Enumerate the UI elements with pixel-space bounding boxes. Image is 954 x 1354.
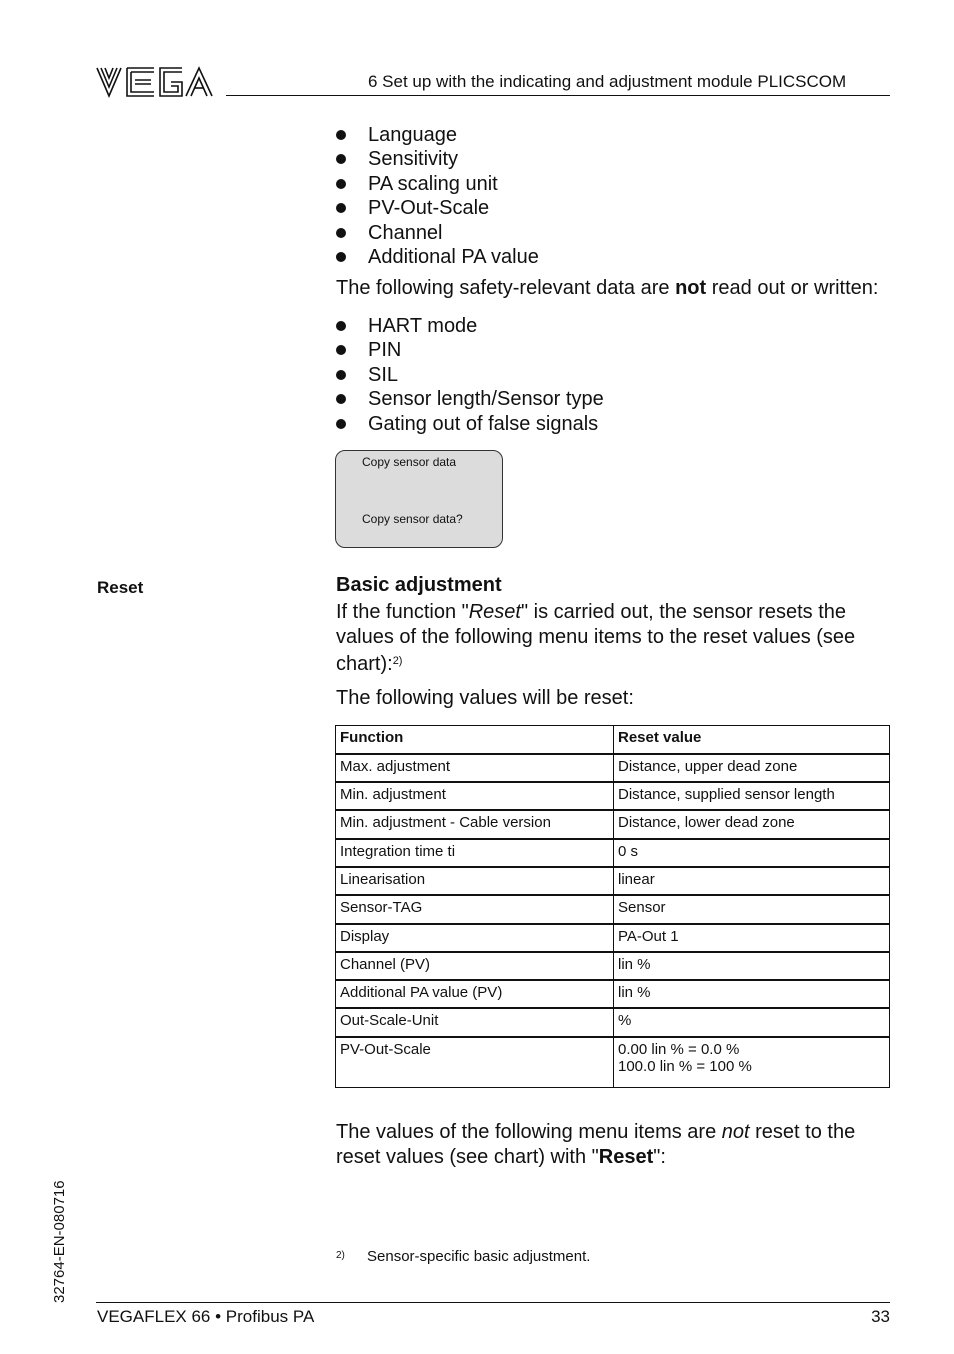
- list-item: PV-Out-Scale: [336, 196, 539, 220]
- table-row: Out-Scale-Unit %: [336, 1008, 890, 1036]
- footer-rule: [96, 1302, 890, 1303]
- not-read-intro: The following safety-relevant data are not read out or written:: [336, 277, 879, 299]
- bullet-icon: [336, 321, 346, 331]
- column-header-reset-value: Reset value: [614, 726, 890, 754]
- reset-paragraph: If the function "Reset" is carried out, the sensor resets the values of the following menu items to the reset values (see chart):$^{2)}$: [336, 601, 856, 675]
- bullet-icon: [336, 228, 346, 238]
- not-reset-paragraph: The values of the following menu items are not reset to the reset values (see chart) with "Reset":: [336, 1121, 856, 1168]
- vega-logo: [96, 66, 214, 98]
- table-row: PV-Out-Scale 0.00 lin % = 0.0 % 100.0 lin % = 100 %: [336, 1037, 890, 1088]
- list-item: Channel: [336, 221, 539, 245]
- table-row: Sensor-TAG Sensor: [336, 895, 890, 923]
- header-rule: [226, 95, 890, 96]
- bullet-icon: [336, 179, 346, 189]
- bullet-icon: [336, 345, 346, 355]
- table-row: Max. adjustment Distance, upper dead zone: [336, 754, 890, 782]
- table-row: Display PA-Out 1: [336, 924, 890, 952]
- table-row: Min. adjustment - Cable version Distance, lower dead zone: [336, 810, 890, 838]
- display-line-2: Copy sensor data?: [362, 512, 463, 526]
- document-code: 32764-EN-080716: [51, 1180, 68, 1303]
- list-item: PIN: [336, 338, 604, 362]
- footer-product: VEGAFLEX 66 • Profibus PA: [97, 1307, 315, 1326]
- bullet-icon: [336, 394, 346, 404]
- table-row: Channel (PV) lin %: [336, 952, 890, 980]
- bullet-icon: [336, 154, 346, 164]
- not-read-settings-list: [336, 314, 604, 436]
- list-item: PA scaling unit: [336, 172, 539, 196]
- list-item: Sensor length/Sensor type: [336, 387, 604, 411]
- page-number: 33: [871, 1307, 890, 1326]
- bullet-icon: [336, 370, 346, 380]
- display-panel: [335, 450, 503, 548]
- bullet-icon: [336, 130, 346, 140]
- footnote-ref: 2): [392, 655, 403, 667]
- table-row: Additional PA value (PV) lin %: [336, 980, 890, 1008]
- list-item: SIL: [336, 363, 604, 387]
- chapter-title: 6 Set up with the indicating and adjustment module PLICSCOM: [368, 72, 847, 91]
- table-row: Min. adjustment Distance, supplied sensor length: [336, 782, 890, 810]
- column-header-function: Function: [336, 726, 614, 754]
- list-item: Additional PA value: [336, 245, 539, 269]
- table-row: Integration time ti 0 s: [336, 839, 890, 867]
- list-item: Language: [336, 123, 539, 147]
- margin-label: Reset: [97, 578, 144, 597]
- footnote-mark: 2): [336, 1250, 345, 1261]
- bullet-icon: [336, 252, 346, 262]
- footnote-text: Sensor-specific basic adjustment.: [367, 1248, 591, 1265]
- list-item: Gating out of false signals: [336, 412, 604, 436]
- bullet-icon: [336, 203, 346, 213]
- reset-values-table: [335, 725, 890, 1088]
- read-settings-list: [336, 123, 539, 269]
- reset-intro: The following values will be reset:: [336, 687, 634, 709]
- table-row: Linearisation linear: [336, 867, 890, 895]
- section-heading: Basic adjustment: [336, 574, 502, 596]
- table-header-row: [336, 726, 890, 754]
- list-item: Sensitivity: [336, 147, 539, 171]
- display-line-1: Copy sensor data: [362, 455, 457, 469]
- bullet-icon: [336, 419, 346, 429]
- list-item: HART mode: [336, 314, 604, 338]
